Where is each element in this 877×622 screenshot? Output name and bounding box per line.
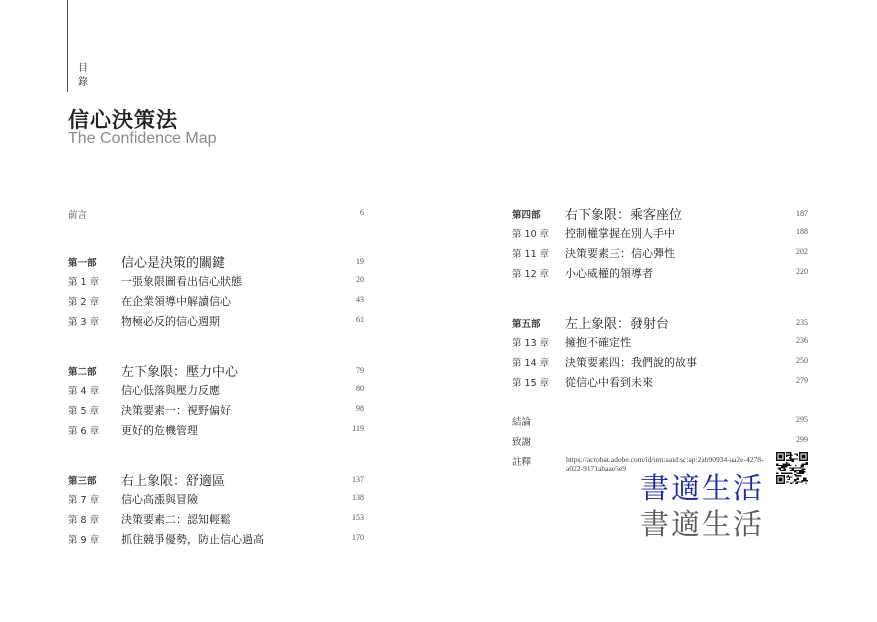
watermark-secondary: 書適生活 — [640, 507, 765, 541]
toc-entry-row[interactable] — [512, 223, 808, 241]
toc-entry-title: 信心低落與壓力反應 — [121, 384, 220, 397]
toc-entry-title: 抓住競爭優勢，防止信心過高 — [121, 533, 264, 546]
toc-entry-row[interactable] — [68, 271, 364, 289]
toc-entry-label: 第 12 章 — [512, 269, 550, 280]
toc-entry-title: 小心威權的領導者 — [565, 267, 653, 280]
toc-page-number: 250 — [796, 356, 808, 365]
toc-page-number: 20 — [356, 275, 364, 284]
toc-entry-label: 結論 — [512, 417, 532, 428]
toc-entry-label: 前言 — [68, 210, 88, 221]
toc-entry-label: 第 3 章 — [68, 317, 100, 328]
toc-entry-row[interactable] — [512, 451, 808, 469]
toc-section-label: 目錄 — [78, 63, 88, 88]
toc-entry-label: 第三部 — [68, 476, 97, 487]
toc-entry-row[interactable] — [512, 431, 808, 449]
toc-entry-row[interactable] — [68, 291, 364, 309]
watermark-primary: 書適生活 — [640, 471, 765, 505]
book-title: 信心決策法 — [68, 108, 178, 132]
toc-page-number: 170 — [352, 533, 364, 542]
toc-page-number: 295 — [796, 415, 808, 424]
toc-page-number: 137 — [352, 475, 364, 484]
toc-entry-row[interactable] — [68, 420, 364, 438]
toc-entry-label: 第 1 章 — [68, 277, 100, 288]
toc-entry-row[interactable] — [512, 332, 808, 350]
toc-page-number: 98 — [356, 404, 364, 413]
toc-entry-title: 右下象限：乘客座位 — [565, 208, 683, 223]
toc-entry-title: 決策要素四：我們說的故事 — [565, 356, 697, 369]
toc-entry-label: 第 14 章 — [512, 358, 550, 369]
toc-page-number: 43 — [356, 295, 364, 304]
toc-part-row[interactable] — [68, 470, 364, 488]
toc-entry-row[interactable] — [512, 411, 808, 429]
toc-page-number: 153 — [352, 513, 364, 522]
toc-page-number: 187 — [796, 209, 808, 218]
header-rule — [67, 0, 68, 92]
toc-entry-row[interactable] — [68, 489, 364, 507]
toc-entry-title: 左上象限：發射台 — [565, 317, 670, 332]
toc-page-number: 138 — [352, 493, 364, 502]
notes-url[interactable]: https://acrobat.adobe.com/id/urn:aaid:sc:ap:2ab90934-aa2e-4278-a022-9171abaae5e9 — [566, 455, 764, 473]
toc-entry-label: 第四部 — [512, 210, 541, 221]
toc-entry-title: 一張象限圖看出信心狀態 — [121, 275, 242, 288]
toc-page-number: 235 — [796, 318, 808, 327]
toc-entry-title: 信心是決策的關鍵 — [121, 256, 226, 271]
toc-entry-label: 第 5 章 — [68, 406, 100, 417]
toc-entry-row[interactable] — [68, 311, 364, 329]
toc-entry-row[interactable] — [512, 352, 808, 370]
toc-entry-row[interactable] — [68, 509, 364, 527]
toc-page-number: 6 — [360, 208, 364, 217]
toc-entry-row[interactable] — [68, 204, 364, 222]
toc-entry-label: 註釋 — [512, 457, 532, 468]
toc-entry-title: 從信心中看到未來 — [565, 376, 653, 389]
toc-part-row[interactable] — [512, 204, 808, 222]
toc-entry-row[interactable] — [68, 400, 364, 418]
toc-entry-title: 在企業領導中解讀信心 — [121, 295, 231, 308]
toc-entry-title: 左下象限：壓力中心 — [121, 365, 239, 380]
toc-entry-label: 第 10 章 — [512, 229, 550, 240]
toc-page-number: 188 — [796, 227, 808, 236]
toc-entry-label: 第 8 章 — [68, 515, 100, 526]
toc-page-number: 236 — [796, 336, 808, 345]
toc-entry-label: 第五部 — [512, 319, 541, 330]
toc-entry-title: 決策要素三：信心彈性 — [565, 247, 675, 260]
toc-page-number: 19 — [356, 257, 364, 266]
toc-page-number: 80 — [356, 384, 364, 393]
toc-page-number: 61 — [356, 315, 364, 324]
toc-entry-label: 第 11 章 — [512, 249, 550, 260]
toc-entry-title: 控制權掌握在別人手中 — [565, 227, 675, 240]
toc-entry-title: 決策要素二：認知輕鬆 — [121, 513, 231, 526]
toc-entry-row[interactable] — [512, 263, 808, 281]
toc-entry-title: 更好的危機管理 — [121, 424, 198, 437]
toc-page-number: 299 — [796, 435, 808, 444]
toc-entry-label: 第 6 章 — [68, 426, 100, 437]
toc-entry-label: 第二部 — [68, 367, 97, 378]
toc-entry-label: 第 15 章 — [512, 378, 550, 389]
toc-entry-row[interactable] — [68, 380, 364, 398]
toc-entry-label: 第 4 章 — [68, 386, 100, 397]
toc-entry-label: 致謝 — [512, 437, 532, 448]
toc-entry-label: 第 2 章 — [68, 297, 100, 308]
toc-entry-title: 擁抱不確定性 — [565, 336, 631, 349]
toc-part-row[interactable] — [512, 313, 808, 331]
toc-entry-label: 第 13 章 — [512, 338, 550, 349]
toc-entry-title: 右上象限：舒適區 — [121, 474, 226, 489]
toc-page-number: 279 — [796, 376, 808, 385]
toc-part-row[interactable] — [68, 252, 364, 270]
toc-entry-label: 第 7 章 — [68, 495, 100, 506]
toc-page-number: 79 — [356, 366, 364, 375]
toc-part-row[interactable] — [68, 361, 364, 379]
toc-page-number: 220 — [796, 267, 808, 276]
toc-page-number: 119 — [352, 424, 364, 433]
toc-entry-row[interactable] — [68, 529, 364, 547]
toc-entry-title: 信心高漲與冒險 — [121, 493, 198, 506]
book-subtitle: The Confidence Map — [68, 130, 217, 147]
toc-page-number: 202 — [796, 247, 808, 256]
toc-entry-label: 第一部 — [68, 258, 97, 269]
toc-entry-label: 第 9 章 — [68, 535, 100, 546]
toc-entry-title: 物極必反的信心週期 — [121, 315, 220, 328]
toc-entry-title: 決策要素一：視野偏好 — [121, 404, 231, 417]
toc-entry-row[interactable] — [512, 372, 808, 390]
toc-entry-row[interactable] — [512, 243, 808, 261]
